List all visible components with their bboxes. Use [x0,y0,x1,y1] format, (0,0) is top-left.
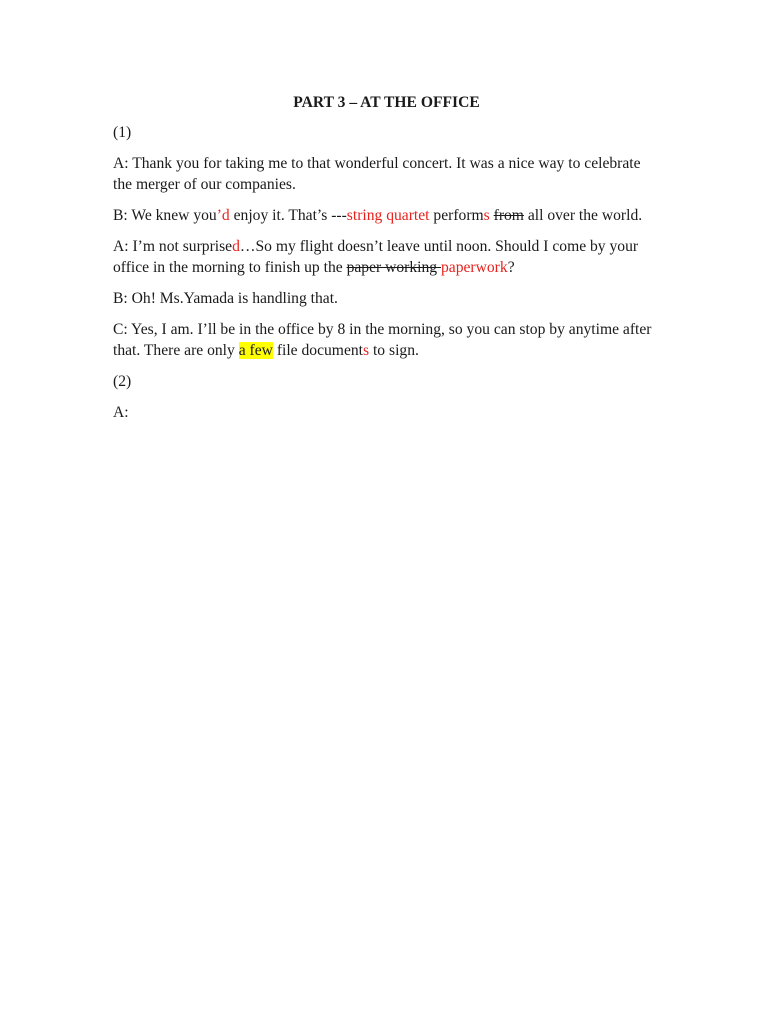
dialogue-line-a3: A: [113,404,129,421]
correction-insert: paperwork [441,259,508,276]
text-run: file document [272,342,363,359]
text-run: perform [429,207,484,224]
section-label-2: (2) [113,373,132,390]
correction-insert: s [483,207,490,224]
text-run: C: Yes, I am. I’ll be in the office by 8 in the morning, so you can stop by anytime after that. There are only [113,321,652,359]
section-label-1: (1) [113,124,132,141]
text-run: to sign. [369,342,419,359]
text-run: B: We knew you [113,207,217,224]
page-title: PART 3 – AT THE OFFICE [293,94,480,111]
text-run: enjoy it. That’s --- [229,207,347,224]
dialogue-line-b1 [113,205,658,226]
document-page [113,92,658,433]
correction-insert: ’d [216,207,230,224]
highlighted-text: a few [238,342,273,359]
correction-deletion: from [493,207,524,224]
dialogue-line-a1: A: Thank you for taking me to that wonderful concert. It was a nice way to celebrate the merger of our companies. [113,155,641,193]
correction-deletion: paper working [346,259,441,276]
correction-insert: string quartet [346,207,430,224]
correction-insert: d [232,238,240,255]
correction-insert: s [363,342,370,359]
dialogue-line-c1 [113,319,658,361]
text-run: A: I’m not surprise [113,238,233,255]
text-run: …So my flight doesn’t leave until noon. Should I come by your office in the morning to finish up the [113,238,639,276]
text-run: ? [507,259,515,276]
dialogue-line-b2: B: Oh! Ms.Yamada is handling that. [113,290,338,307]
text-run: all over the world. [523,207,643,224]
dialogue-line-a2 [113,236,658,278]
